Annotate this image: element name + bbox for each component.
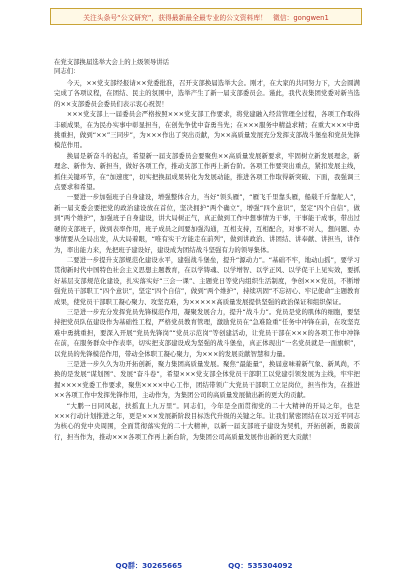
document-body — [54, 58, 360, 548]
paragraph: 三是进一步久久为功开拓创新，聚力集团高质量发展。聚焦“最能量”，换届意味着新气象、新风尚，不换的是发展“谋划图”、发展“奋斗卷”，希望×××党支部全体党员干部职工以党建引领发展为主线，牢牢把握××××党委工作要求，聚焦××××中心工作，团结带领广大党员干部职工立足岗位，担当作为，在推进××各项工作中发挥先锋作用，主动作为，为集团公司的高质量发展做出新的更大的贡献。 — [54, 359, 360, 400]
paragraph: 二要进一步提升支部规范化建设水平，建强战斗堡垒，提升“源动力”。“基础不牢，地动山摇”，要学习贯彻新时代中国特色社会主义思想主题教育，在以学铸魂、以学增智、以学正风、以学促干上见实效，要抓好基层支部规范化建设，扎实落实好“三会一课”、主题党日等党内组织生活制度，争创×××党员，不断增强党员干部职工“四个意识”，坚定“四个自信”，做到“两个维护”，持续巩固“不忘初心、牢记使命”主题教育成果，使党员干部职工凝心聚力、攻坚克难，为×××××高质量发展提供坚强的政治保证和组织保证。 — [54, 255, 360, 306]
paragraph: 今天，××党支部经报请××党委批准，召开支部换届选举大会。刚才，在大家的共同努力下，大会圆满完成了各项议程，在团结、民主的氛围中，选举产生了新一届支部委员会。谨此，我代表集团党委对新当选的××支部委员会委员们表示衷心祝贺！ — [54, 79, 360, 108]
footer-qq-group: QQ群：30265665 — [115, 561, 183, 570]
paragraph: 换届是新奋斗的起点，希望新一届支部委员会要聚焦××高质量发展新要求，牢固树立新发展理念，新理念、新作为、新担当，做好各项工作，推动支部工作再上新台阶。各项工作要突出重点，紧扣发展主线，抓住关键环节，在“加速度”，切实把换届成果转化为发展动能，推进各项工作取得新突破、下面，我强调三点要求和希望。 — [54, 151, 360, 192]
paragraph: 一要进一步加强班子自身建设，增强整体合力，当好“领头雁”，“雁飞千里靠头雁，船载千斤靠舵人”，新一届支委会要把党的政治建设放在首位，坚决拥护“两个确立”，增强“四个意识”，坚定“四个自信”，做到“两个维护”，加强班子自身建设，讲大局树正气，真正做到工作中想事情为干事，干事能干成事，带出过硬的支部班子，做到表率作用，班子成员之间要加强沟通，互相支持，互相配合，对事不对人，想问题、办事情要从全局出发，从大局着眼，“唯有实干方能走在前列”，做到讲政治、讲团结、讲奉献、讲担当，讲作为，率出能力来，先把班子建设好，建设成为团结战斗坚强有力的领导集体。 — [54, 193, 360, 254]
paragraph: “大鹏一日同风起，扶摇直上九万里”。同志们，今年是全面贯彻党的二十大精神的开局之年，也是×××行动计划推进之年，更是×××发展新阶段目标迭代升级的关键之年。让我们紧密团结在以习近平同志为核心的党中央周围，全面贯彻落实党的二十大精神，以新一届支部班子建设为契机，开拓创新，勇毅前行，担当作为，推动×××各项工作再上新台阶，为集团公司高质量发展作出新的更大贡献！ — [54, 401, 360, 441]
header-banner — [50, 8, 362, 25]
footer-qq: QQ：535304092 — [228, 561, 293, 570]
paragraph: ×××党支部上一届委员会严格按照×××党支部工作要求，将党建融入经营管理全过程，各项工作取得丰硕成果，在为民办实事中彰显担当，在创先争优中奋勇当先；在×××服务中精益求精；在重大×××中勇挑重担，做到“××”三同步”，为×××作出了突出贡献，为××高质量发展充分发挥支部战斗堡垒和党员先锋模范作用。 — [54, 110, 360, 150]
document-title: 在党支部换届选举大会上的上级领导讲话 — [54, 58, 170, 66]
banner-text: 关注头条号“公文研究”，获得最新最全最专业的公文资料库！ — [83, 13, 267, 22]
footer-contacts — [0, 561, 408, 573]
paragraph: 三是进一步充分发挥党员先锋模范作用，凝聚发展合力，提升“战斗力”。党员是党的肌体的细胞，要坚持把党员队伍建设作为基础性工程，严格党员教育管理，激励党员在“急难险重”任务中冲锋在前，在攻坚克难中勇挑重担，要深入开展“党员先锋岗”“党员示范岗”等创建活动，让党员干部在×××的各项工作中冲锋在前，在服务群众中作表率，切实把支部建设成为坚强的战斗堡垒，真正体现出“一名党员就是一面旗帜”，以党员的先锋模范作用，带动全体职工凝心聚力，为×××的发展贡献智慧和力量。 — [54, 307, 360, 358]
greeting: 同志们： — [54, 67, 80, 75]
banner-wechat: 微信：gongwen1 — [272, 13, 329, 22]
